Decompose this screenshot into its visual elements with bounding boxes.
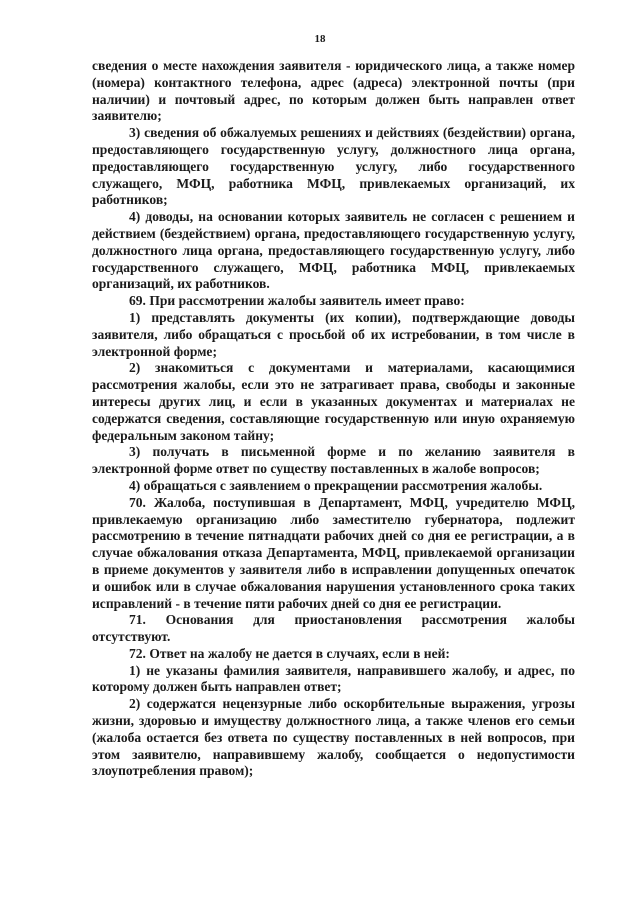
paragraph: 1) представлять документы (их копии), подтверждающие доводы заявителя, либо обращаться с просьбой об их истребовании, в том числе в электронной форме;	[92, 309, 575, 359]
paragraph: 3) получать в письменной форме и по желанию заявителя в электронной форме ответ по существу поставленных в жалобе вопросов;	[92, 444, 575, 477]
paragraph: 2) знакомиться с документами и материалами, касающимися рассмотрения жалобы, если это не затрагивает права, свободы и законные интересы других лиц, и если в указанных документах и материалах не содержатся сведения, составляющие государственную или иную охраняемую федеральным законом тайну;	[92, 360, 575, 443]
paragraph: 69. При рассмотрении жалобы заявитель имеет право:	[129, 293, 465, 309]
paragraph: сведения о месте нахождения заявителя - юридического лица, а также номер (номера) контактного телефона, адрес (адреса) электронной почты (при наличии) и почтовый адрес, по которым должен быть направлен ответ заявителю;	[92, 58, 575, 124]
document-body	[92, 58, 575, 780]
paragraph: 1) не указаны фамилия заявителя, направившего жалобу, и адрес, по которому должен быть направлен ответ;	[92, 662, 575, 695]
paragraph: 71. Основания для приостановления рассмотрения жалобы отсутствуют.	[92, 612, 575, 645]
paragraph: 2) содержатся нецензурные либо оскорбительные выражения, угрозы жизни, здоровью и имуществу должностного лица, а также членов его семьи (жалоба остается без ответа по существу поставленных в ней вопросов, при этом заявителю, направившему жалобу, сообщается о недопустимости злоупотребления правом);	[92, 696, 575, 779]
paragraph: 72. Ответ на жалобу не дается в случаях, если в ней:	[129, 645, 450, 661]
paragraph: 70. Жалоба, поступившая в Департамент, МФЦ, учредителю МФЦ, привлекаемую организацию либо заместителю губернатора, подлежит рассмотрению в течение пятнадцати рабочих дней со дня ее регистрации, а в случае обжалования отказа Департамента, МФЦ, привлекаемой организации в приеме документов у заявителя либо в исправлении допущенных опечаток и ошибок или в случае обжалования нарушения установленного срока таких исправлений - в течение пяти рабочих дней со дня ее регистрации.	[92, 494, 575, 611]
paragraph: 4) доводы, на основании которых заявитель не согласен с решением и действием (бездействием) органа, предоставляющего государственную услугу, должностного лица органа, предоставляющего государственную услугу, либо государственного служащего, МФЦ, работника МФЦ, привлекаемых организаций, их работников.	[92, 209, 575, 292]
paragraph: 4) обращаться с заявлением о прекращении рассмотрения жалобы.	[129, 477, 543, 493]
page-number: 18	[314, 33, 326, 45]
paragraph: 3) сведения об обжалуемых решениях и действиях (бездействии) органа, предоставляющего государственную услугу, должностного лица органа, предоставляющего государственную услугу, либо государственного служащего, МФЦ, работника МФЦ, привлекаемых организаций, их работников;	[92, 125, 575, 208]
